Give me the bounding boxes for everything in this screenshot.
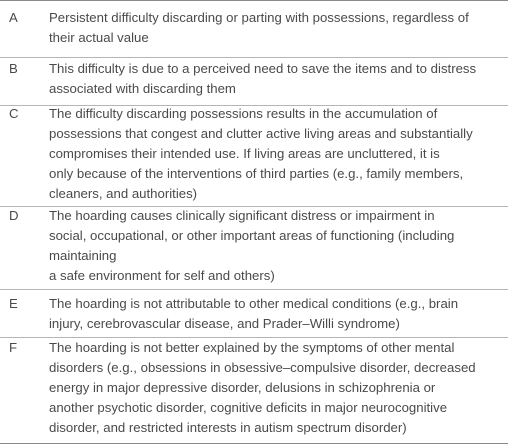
criterion-row-d: [0, 206, 508, 289]
criterion-row-b: [0, 57, 508, 105]
criterion-row-a: [0, 1, 508, 57]
criterion-text: The hoarding is not better explained by the symptoms of other mental disorders (e.g., obsessions in obsessive–compulsive disorder, decreased energy in major depressive disorder, delusions in schizophrenia or another psychotic disorder, cognitive deficits in major neurocognitive disorder, and restricted interests in autism spectrum disorder): [49, 340, 476, 435]
criterion-text: The difficulty discarding possessions results in the accumulation of possessions that congest and clutter active living areas and substantially compromises their intended use. If living areas are uncluttered, it is only because of the interventions of third parties (e.g., family members, cleaners, and authorities): [49, 106, 473, 201]
criterion-row-f: [0, 337, 508, 444]
criterion-text: The hoarding is not attributable to other medical conditions (e.g., brain injury, cerebrovascular disease, and Prader–Willi syndrome): [49, 296, 459, 331]
criterion-letter: A: [9, 10, 18, 25]
criterion-text: The hoarding causes clinically significant distress or impairment in social, occupational, or other important areas of functioning (including maintaining a safe environment for self and others): [49, 208, 455, 283]
criterion-row-c: [0, 105, 508, 206]
criterion-text: This difficulty is due to a perceived need to save the items and to distress associated with discarding them: [49, 61, 477, 96]
criterion-text: Persistent difficulty discarding or parting with possessions, regardless of their actual value: [49, 10, 469, 45]
criterion-letter: E: [9, 296, 18, 311]
criterion-letter: D: [9, 208, 19, 223]
criterion-letter: F: [9, 340, 18, 355]
criterion-row-e: [0, 289, 508, 337]
criterion-letter: B: [9, 61, 18, 76]
criterion-letter: C: [9, 106, 19, 121]
